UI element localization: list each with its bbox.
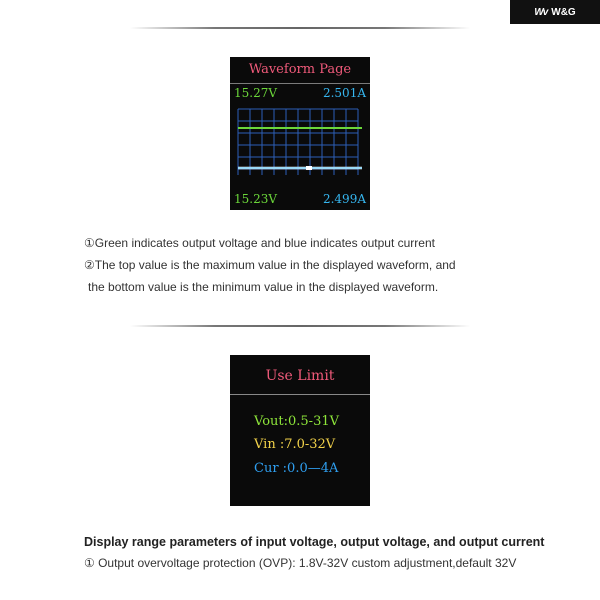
top-divider [130,27,470,29]
note-line-3: the bottom value is the minimum value in the displayed waveform. [88,280,439,294]
vin-range: Vin :7.0-32V [254,437,336,452]
brand-name: W&G [551,6,576,18]
title-separator [230,83,370,84]
min-current: 2.499A [322,192,366,206]
vout-range: Vout:0.5-31V [254,414,339,429]
max-voltage: 15.27V [234,86,278,100]
use-limit-screen [230,355,370,506]
use-limit-separator [230,394,370,395]
middle-divider [130,325,470,327]
min-voltage: 15.23V [234,192,278,206]
waveform-screen [230,57,370,210]
waveform-title: Waveform Page [248,62,352,77]
max-current: 2.501A [322,86,366,100]
waveform-graph [232,105,368,181]
footer-heading: Display range parameters of input voltage, output voltage, and output current [84,535,545,549]
footer-ovp-line: ① Output overvoltage protection (OVP): 1.8V-32V custom adjustment,default 32V [84,556,517,570]
brand-badge [510,0,600,24]
use-limit-title: Use Limit [265,368,335,384]
cursor-marker [306,166,312,170]
brand-logo-icon: Wv [534,6,548,18]
cur-range: Cur :0.0—4A [254,461,339,476]
note-line-1: ①Green indicates output voltage and blue indicates output current [84,236,435,250]
note-line-2: ②The top value is the maximum value in the displayed waveform, and [84,258,456,272]
